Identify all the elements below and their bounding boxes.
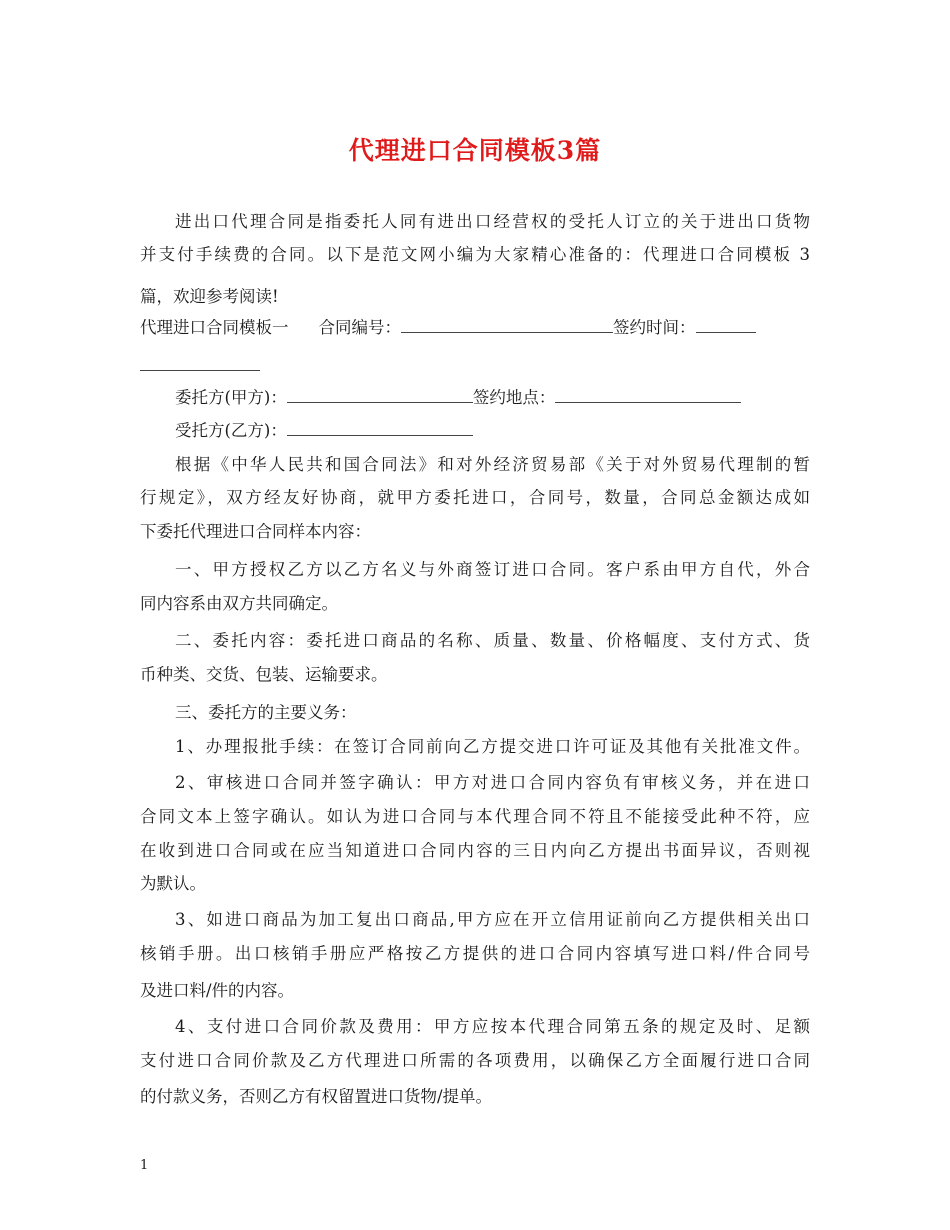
body-line-5: 同内容系由双方共同确定。 [140, 594, 338, 613]
sign-time-blank [696, 318, 756, 333]
intro-line-1: 进出口代理合同是指委托人同有进出口经营权的受托人订立的关于进出口货物 [175, 212, 810, 231]
body-line-14: 3、如进口商品为加工复出口商品,甲方应在开立信用证前向乙方提供相关出口 [175, 910, 810, 929]
template-name: 代理进口合同模板一 [140, 318, 289, 337]
contract-no-blank [401, 318, 613, 333]
party-b-line [175, 421, 810, 441]
body-line-4: 一、甲方授权乙方以乙方名义与外商签订进口合同。客户系由甲方自代，外合 [175, 560, 810, 579]
body-line-3: 下委托代理进口合同样本内容： [140, 522, 371, 541]
party-a-label: 委托方(甲方)： [175, 388, 287, 407]
intro-line-3: 篇，欢迎参考阅读! [140, 287, 279, 306]
party-b-label: 受托方(乙方)： [175, 421, 287, 440]
sign-place-label: 签约地点： [472, 388, 556, 407]
body-line-7: 币种类、交货、包装、运输要求。 [140, 665, 388, 684]
contract-header-line [140, 318, 810, 338]
body-line-1: 根据《中华人民共和国合同法》和对外经济贸易部《关于对外贸易代理制的暂 [175, 455, 810, 474]
body-line-17: 4、支付进口合同价款及费用：甲方应按本代理合同第五条的规定及时、足额 [175, 1017, 810, 1036]
intro-line-2: 并支付手续费的合同。以下是范文网小编为大家精心准备的：代理进口合同模板 3 [140, 245, 810, 264]
party-b-blank [287, 421, 473, 436]
body-line-16: 及进口料/件的内容。 [140, 981, 295, 1000]
body-line-19: 的付款义务，否则乙方有权留置进口货物/提单。 [140, 1087, 493, 1106]
body-line-11: 合同文本上签字确认。如认为进口合同与本代理合同不符且不能接受此种不符，应 [140, 807, 810, 826]
body-line-2: 行规定》，双方经友好协商，就甲方委托进口，合同号，数量，合同总金额达成如 [140, 488, 810, 507]
body-line-10: 2、审核进口合同并签字确认：甲方对进口合同内容负有审核义务，并在进口 [175, 773, 810, 792]
body-line-13: 为默认。 [140, 874, 206, 893]
body-line-9: 1、办理报批手续：在签订合同前向乙方提交进口许可证及其他有关批准文件。 [175, 737, 810, 756]
sign-time-label: 签约时间： [613, 318, 696, 337]
party-a-blank [287, 388, 473, 403]
body-line-15: 核销手册。出口核销手册应严格按乙方提供的进口合同内容填写进口料/件合同号 [140, 944, 810, 963]
body-line-8: 三、委托方的主要义务： [175, 703, 357, 722]
party-a-line [175, 388, 810, 408]
body-line-18: 支付进口合同价款及乙方代理进口所需的各项费用，以确保乙方全面履行进口合同 [140, 1051, 810, 1070]
document-title: 代理进口合同模板3篇 [348, 136, 602, 165]
sign-place-blank [555, 388, 741, 403]
body-line-12: 在收到进口合同或在应当知道进口合同内容的三日内向乙方提出书面异议，否则视 [140, 841, 810, 860]
contract-no-label: 合同编号： [318, 318, 401, 337]
page-number: 1 [140, 1158, 149, 1173]
body-line-6: 二、委托内容：委托进口商品的名称、质量、数量、价格幅度、支付方式、货 [175, 631, 810, 650]
sign-time-blank-continued [140, 356, 810, 372]
